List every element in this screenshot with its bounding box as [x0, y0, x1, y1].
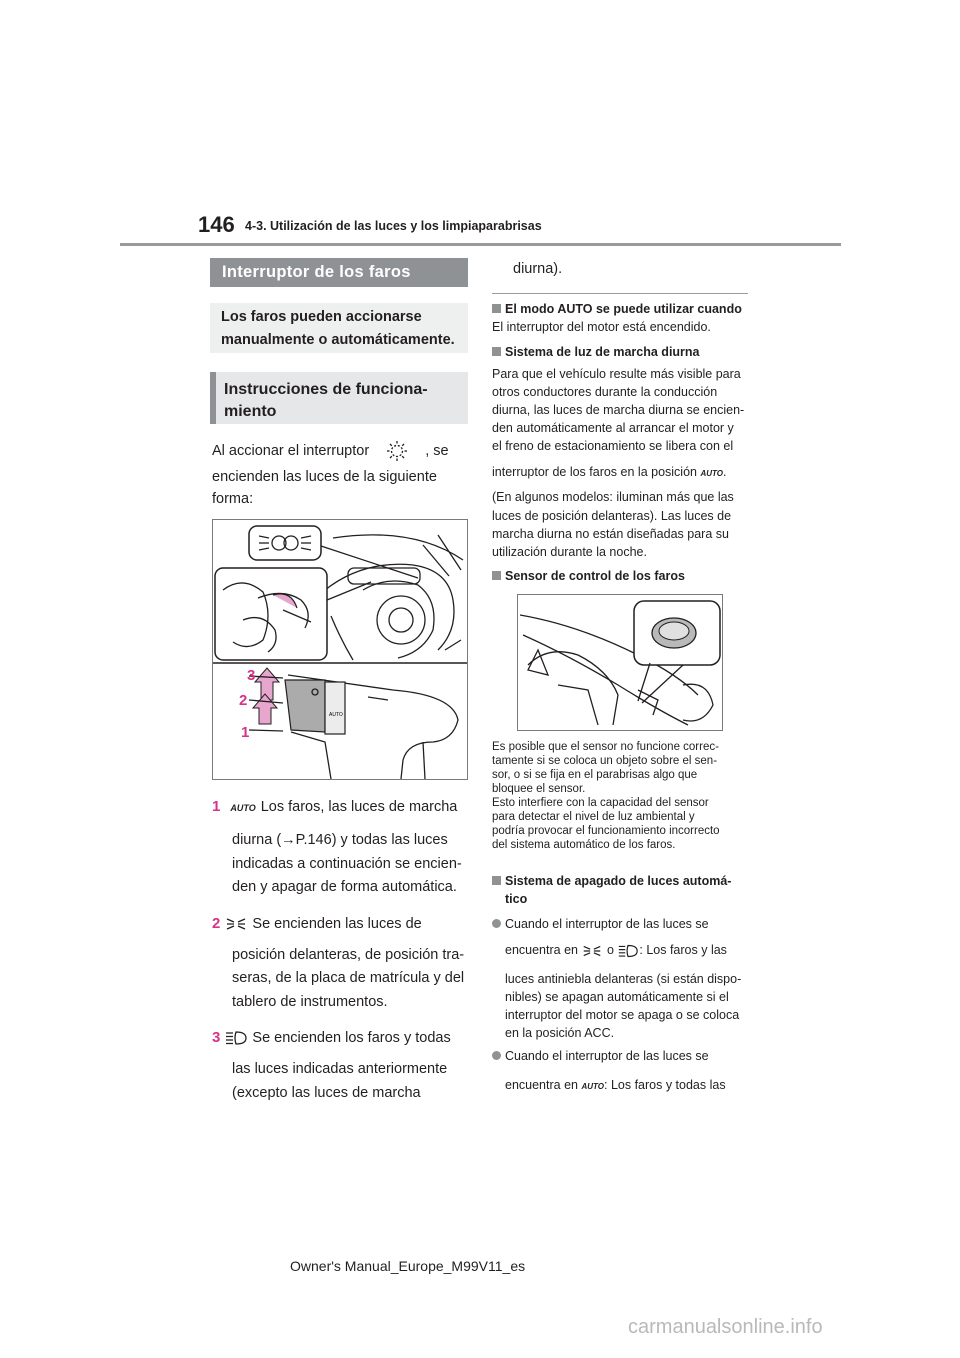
footer-text: Owner's Manual_Europe_M99V11_es: [290, 1258, 526, 1274]
bullet-1-line-2a: encuentra en: [505, 943, 578, 957]
stalk-auto-label: AUTO: [329, 712, 343, 718]
item-2-number: 2: [212, 915, 221, 932]
paragraph-intro-a: Al accionar el interruptor: [212, 443, 370, 459]
bullet-1-line-2: [505, 941, 727, 960]
auto-icon: AUTO: [700, 469, 723, 478]
heading-auto-mode: [492, 300, 742, 319]
bullet-1-line-2c: : Los faros y las: [639, 943, 727, 957]
heading-sensor-text: Sensor de control de los faros: [505, 569, 685, 583]
watermark: carmanualsonline.info: [628, 1316, 823, 1338]
heading-auto-off-line-2: tico: [505, 892, 528, 906]
headlight-icon: [224, 1030, 248, 1046]
continuation-text: diurna).: [513, 261, 563, 277]
list-item-3: [212, 1027, 451, 1049]
drl-p2-line-3: marcha diurna no están diseñadas para su: [492, 527, 729, 541]
item-3-line-2: las luces indicadas anteriormente: [232, 1061, 448, 1077]
bullet-2-line-2b: : Los faros y todas las: [604, 1078, 726, 1092]
sensor-line-1: Es posible que el sensor no funcione correc-: [492, 741, 719, 753]
round-bullet-icon: [492, 919, 501, 928]
chapter-title: 4-3. Utilización de las luces y los limpiaparabrisas: [245, 219, 542, 233]
section2-line-1: Instrucciones de funciona-: [224, 381, 428, 398]
item-2-line-1: Se encienden las luces de: [252, 916, 422, 932]
bullet-2: [492, 1047, 709, 1066]
heading-drl: [492, 343, 700, 362]
sensor-line-5: Esto interfiere con la capacidad del sensor: [492, 797, 709, 809]
item-2-line-4: tablero de instrumentos.: [232, 994, 388, 1010]
drl-line-1: Para que el vehículo resulte más visible para: [492, 367, 741, 381]
intro-line-1: Los faros pueden accionarse: [221, 309, 422, 325]
heading-auto-mode-text: El modo AUTO se puede utilizar cuando: [505, 302, 742, 316]
item-3-line-3: (excepto las luces de marcha: [232, 1085, 421, 1101]
heading-auto-off-text: Sistema de apagado de luces automá-: [505, 874, 732, 888]
paragraph-intro-line2: encienden las luces de la siguiente: [212, 469, 437, 485]
item-2-line-3: seras, de la placa de matrícula y del: [232, 970, 465, 986]
drl-line-5: el freno de estacionamiento se libera con el: [492, 439, 734, 453]
drl-p2-line-2: luces de posición delanteras). Las luces de: [492, 509, 732, 523]
page-number: 146: [198, 212, 235, 237]
figure-label-3: 3: [247, 667, 256, 684]
header-rule: [120, 243, 841, 246]
item-1-line-2: diurna (→P.146) y todas las luces: [232, 832, 448, 848]
figure-label-2: 2: [239, 692, 248, 709]
figure-label-1: 1: [241, 724, 250, 741]
bullet-2-line-1: Cuando el interruptor de las luces se: [505, 1049, 709, 1063]
item-1-line-1: Los faros, las luces de marcha: [260, 799, 458, 815]
bullet-1-line-1: Cuando el interruptor de las luces se: [505, 917, 709, 931]
item-2-line-2: posición delanteras, de posición tra-: [232, 947, 465, 963]
list-item-1: [212, 796, 457, 819]
sensor-figure: [517, 594, 723, 731]
section-title-instrucciones: [210, 372, 468, 424]
right-rule: [492, 293, 748, 294]
sensor-line-6: para detectar el nivel de luz ambiental y: [492, 811, 695, 823]
drl-line-6-text: interruptor de los faros en la posición: [492, 465, 697, 479]
bullet-1: [492, 915, 709, 934]
paragraph-intro-b: , se: [425, 443, 449, 459]
item-1-line-4: den y apagar de forma automática.: [232, 879, 457, 895]
drl-line-6: [492, 463, 726, 484]
list-item-2: [212, 913, 422, 935]
sensor-line-8: del sistema automático de los faros.: [492, 839, 676, 851]
paragraph-intro-line3: forma:: [212, 491, 254, 507]
item-3-line-1: Se encienden los faros y todas: [252, 1030, 451, 1046]
bullet-1-line-4: nibles) se apagan automáticamente si el: [505, 990, 729, 1004]
square-bullet-icon: [492, 876, 501, 885]
bullet-1-line-3: luces antiniebla delanteras (si están dispo-: [505, 972, 742, 986]
drl-p2-line-4: utilización durante la noche.: [492, 545, 647, 559]
drl-line-4: den automáticamente al arrancar el motor y: [492, 421, 734, 435]
drl-p2-line-1: (En algunos modelos: iluminan más que las: [492, 490, 734, 504]
bullet-1-line-5: interruptor del motor se apaga o se coloca: [505, 1008, 740, 1022]
heading-sensor: [492, 567, 685, 586]
heading-auto-off: [492, 872, 731, 891]
square-bullet-icon: [492, 347, 501, 356]
position-light-icon: [224, 916, 248, 932]
auto-icon: AUTO: [230, 803, 256, 813]
paragraph-intro: [212, 440, 449, 462]
bullet-2-line-2a: encuentra en: [505, 1078, 578, 1092]
item-1-number: 1: [212, 798, 221, 815]
round-bullet-icon: [492, 1051, 501, 1060]
sensor-line-7: podría provocar el funcionamiento incorrecto: [492, 825, 720, 837]
intro-line-2: manualmente o automáticamente.: [221, 332, 455, 348]
sensor-line-2: tamente si se coloca un objeto sobre el sen-: [492, 755, 718, 767]
section2-line-2: miento: [224, 403, 277, 420]
bullet-1-line-6: en la posición ACC.: [505, 1026, 615, 1040]
item-3-number: 3: [212, 1029, 221, 1046]
position-light-icon: [581, 943, 603, 959]
intro-box: [210, 303, 468, 353]
section-title-interruptor: Interruptor de los faros: [210, 258, 468, 287]
sensor-figure-illustration: [518, 595, 722, 730]
bullet-2-line-2: [505, 1076, 726, 1097]
auto-icon: AUTO: [581, 1082, 604, 1091]
auto-mode-text: El interruptor del motor está encendido.: [492, 320, 711, 334]
square-bullet-icon: [492, 304, 501, 313]
headlight-switch-icon: [373, 440, 421, 462]
switch-figure-illustration: [213, 520, 467, 779]
drl-line-3: diurna, las luces de marcha diurna se encien-: [492, 403, 745, 417]
sensor-line-3: sor, o si se fija en el parabrisas algo que: [492, 769, 698, 781]
heading-drl-text: Sistema de luz de marcha diurna: [505, 345, 700, 359]
bullet-1-line-2b: o: [606, 943, 614, 957]
drl-line-2: otros conductores durante la conducción: [492, 385, 718, 399]
switch-figure: [212, 519, 468, 780]
drl-line-6-end: .: [723, 465, 727, 479]
sensor-line-4: bloquee el sensor.: [492, 783, 586, 795]
square-bullet-icon: [492, 571, 501, 580]
headlight-icon: [617, 943, 639, 959]
item-1-line-3: indicadas a continuación se encien-: [232, 856, 462, 872]
